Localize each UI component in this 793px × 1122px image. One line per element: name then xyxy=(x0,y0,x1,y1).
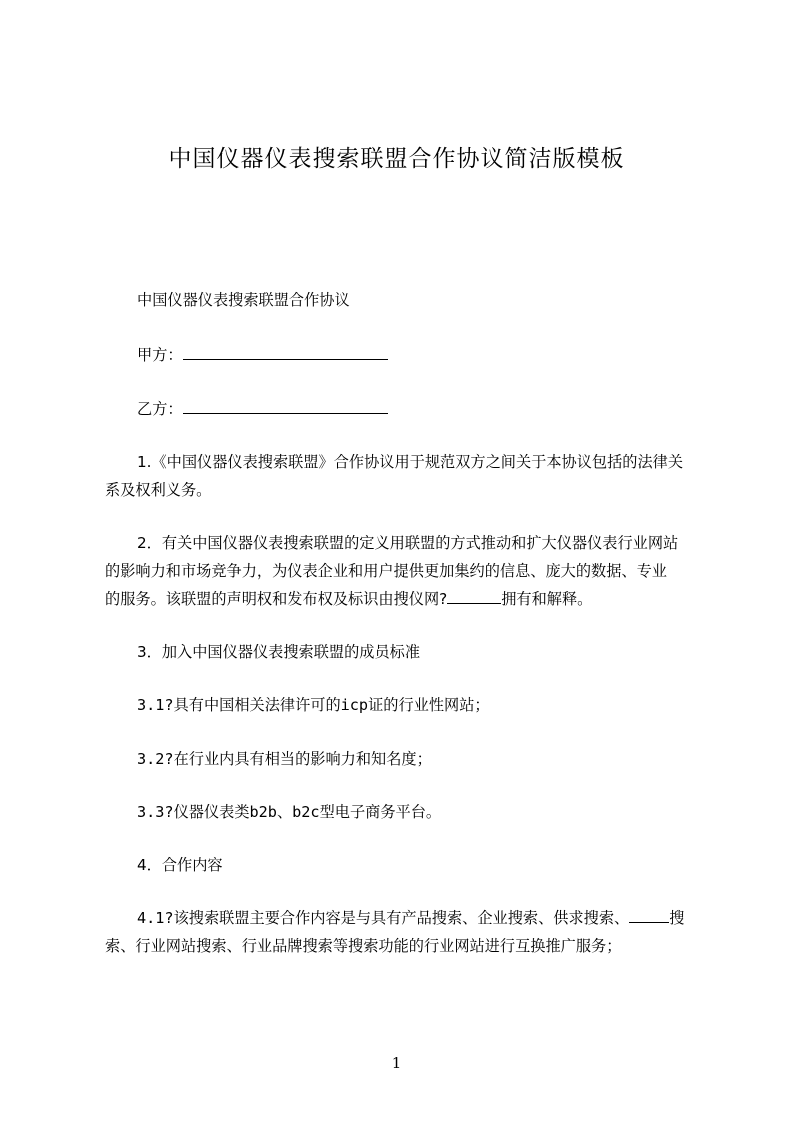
section-3-2 xyxy=(137,745,749,773)
publisher-blank xyxy=(447,588,501,604)
section-3-3-text-end: 型电子商务平台。 xyxy=(319,803,442,821)
party-a-label: 甲方： xyxy=(137,346,183,364)
icp-code: icp xyxy=(340,696,369,714)
section-3-3 xyxy=(137,798,749,826)
party-b-line xyxy=(137,395,749,423)
section-4-1-line-1 xyxy=(137,904,749,932)
paragraph-1-line-2: 系及权利义务。 xyxy=(105,481,212,499)
paragraph-2-line-3-text: 的服务。该联盟的声明权和发布权及标识由搜仪网? xyxy=(105,590,448,608)
section-3-3-number: 3.3? xyxy=(137,803,174,821)
party-b-label: 乙方： xyxy=(137,400,183,418)
paragraph-2-line-3-end: 拥有和解释。 xyxy=(501,590,593,608)
section-3-heading: 3．加入中国仪器仪表搜索联盟的成员标准 xyxy=(137,643,421,661)
paragraph-1-line-1: 1.《中国仪器仪表搜索联盟》合作协议用于规范双方之间关于本协议包括的法律关 xyxy=(137,453,684,471)
paragraph-2-line-2: 的影响力和市场竞争力，为仪表企业和用户提供更加集约的信息、庞大的数据、专业 xyxy=(105,562,667,580)
section-3-2-text: 在行业内具有相当的影响力和知名度； xyxy=(173,750,432,768)
section-3-1-number: 3.1? xyxy=(137,696,174,714)
section-4-1-text: 该搜索联盟主要合作内容是与具有产品搜索、企业搜索、供求搜索、 xyxy=(173,909,630,927)
b2b-b2c-code: b2b、b2c xyxy=(249,803,320,821)
party-a-blank xyxy=(183,344,388,360)
section-3-1-text: 具有中国相关法律许可的 xyxy=(173,696,341,714)
section-3-1 xyxy=(137,691,749,719)
search-type-blank xyxy=(629,907,669,923)
section-3-2-number: 3.2? xyxy=(137,750,174,768)
paragraph-2-line-1: 2．有关中国仪器仪表搜索联盟的定义用联盟的方式推动和扩大仪器仪表行业网站 xyxy=(137,534,679,552)
section-4-heading: 4．合作内容 xyxy=(137,856,223,874)
section-4-1-number: 4.1? xyxy=(137,909,174,927)
section-3-1-text-end: 证的行业性网站； xyxy=(368,696,490,714)
agreement-subtitle: 中国仪器仪表搜索联盟合作协议 xyxy=(137,291,350,309)
paragraph-2-line-3 xyxy=(105,585,717,613)
section-4-1-line-2: 索、行业网站搜索、行业品牌搜索等搜索功能的行业网站进行互换推广服务； xyxy=(105,937,622,955)
document-title: 中国仪器仪表搜索联盟合作协议简洁版模板 xyxy=(168,146,625,172)
page-number: 1 xyxy=(391,1054,402,1072)
party-b-blank xyxy=(183,398,388,414)
section-4-1-text-end: 搜 xyxy=(669,909,685,927)
section-3-3-text: 仪器仪表类 xyxy=(173,803,250,821)
party-a-line xyxy=(137,341,749,369)
